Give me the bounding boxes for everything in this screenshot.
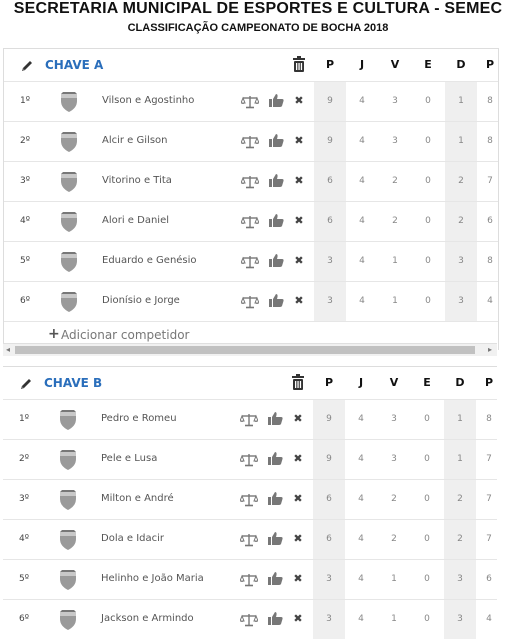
stat-cell: 0 [425, 136, 431, 146]
stat-cell: 8 [487, 96, 493, 106]
table-row [3, 479, 497, 519]
stat-cell: 3 [326, 574, 332, 584]
stat-cell: 6 [326, 534, 332, 544]
stat-cell: 0 [424, 454, 430, 464]
stat-cell: 4 [358, 614, 364, 624]
column-header: J [359, 58, 365, 71]
stat-cell: 6 [326, 494, 332, 504]
stat-cell: 0 [424, 534, 430, 544]
shield-icon [58, 569, 78, 591]
column-header: V [389, 376, 399, 389]
stat-cell: 9 [327, 96, 333, 106]
stat-cell: 9 [326, 454, 332, 464]
shield-icon [59, 291, 79, 313]
stat-cell: 2 [391, 534, 397, 544]
stat-cell: 0 [425, 256, 431, 266]
stat-cell: 1 [457, 414, 463, 424]
stat-cell: 7 [487, 176, 493, 186]
table-row [3, 559, 497, 599]
stat-cell: 1 [392, 256, 398, 266]
stat-cell: 0 [424, 494, 430, 504]
thumbs-up-icon[interactable] [268, 491, 283, 506]
stat-cell: 6 [486, 574, 492, 584]
table-row [3, 399, 497, 439]
stat-cell: 2 [458, 216, 464, 226]
stat-cell: 2 [392, 216, 398, 226]
close-icon[interactable]: ✖ [293, 572, 303, 585]
shield-icon [59, 171, 79, 193]
position-label: 5º [19, 574, 29, 584]
stat-cell: 4 [359, 216, 365, 226]
close-icon[interactable]: ✖ [294, 94, 304, 107]
stat-cell: 1 [458, 96, 464, 106]
position-label: 1º [19, 414, 29, 424]
close-icon[interactable]: ✖ [293, 612, 303, 625]
trash-icon[interactable] [292, 56, 306, 72]
column-header: D [455, 376, 465, 389]
column-header: P [484, 376, 494, 389]
page-title: SECRETARIA MUNICIPAL DE ESPORTES E CULTURA - SEMEC [13, 0, 503, 17]
column-header: P [325, 58, 335, 71]
pencil-icon[interactable] [19, 376, 33, 390]
position-label: 3º [20, 176, 30, 186]
group-name: CHAVE A [45, 58, 104, 72]
stat-cell: 2 [457, 494, 463, 504]
stat-cell: 6 [327, 176, 333, 186]
plus-icon[interactable]: + [48, 326, 60, 342]
stat-cell: 2 [391, 494, 397, 504]
stat-cell: 4 [486, 614, 492, 624]
close-icon[interactable]: ✖ [294, 294, 304, 307]
stat-cell: 1 [457, 454, 463, 464]
stat-cell: 0 [425, 96, 431, 106]
competitor-name[interactable]: Helinho e João Maria [101, 573, 204, 584]
close-icon[interactable]: ✖ [294, 254, 304, 267]
stat-cell: 0 [425, 216, 431, 226]
thumbs-up-icon[interactable] [269, 133, 284, 148]
column-header: J [358, 376, 364, 389]
position-label: 6º [20, 296, 30, 306]
close-icon[interactable]: ✖ [293, 412, 303, 425]
balance-scale-icon[interactable] [241, 254, 259, 268]
shield-icon [58, 489, 78, 511]
group-chave-b [3, 366, 497, 639]
shield-icon [59, 91, 79, 113]
stat-cell: 7 [486, 454, 492, 464]
stat-cell: 4 [359, 256, 365, 266]
thumbs-up-icon[interactable] [268, 451, 283, 466]
stat-cell: 3 [391, 454, 397, 464]
column-header: E [423, 376, 431, 389]
column-header: E [424, 58, 432, 71]
stat-cell: 3 [327, 296, 333, 306]
table-row [4, 241, 498, 281]
stat-cell: 2 [392, 176, 398, 186]
thumbs-up-icon[interactable] [269, 253, 284, 268]
stat-cell: 3 [327, 256, 333, 266]
shield-icon [59, 211, 79, 233]
balance-scale-icon[interactable] [240, 412, 258, 426]
stat-cell: 3 [457, 574, 463, 584]
stat-cell: 7 [486, 494, 492, 504]
balance-scale-icon[interactable] [241, 174, 259, 188]
stat-cell: 8 [487, 136, 493, 146]
stat-cell: 0 [424, 574, 430, 584]
competitor-name[interactable]: Alcir e Gilson [102, 135, 168, 146]
group-chave-a [3, 48, 499, 350]
column-header: V [390, 58, 400, 71]
shield-icon [58, 529, 78, 551]
stat-cell: 1 [392, 296, 398, 306]
shield-icon [59, 131, 79, 153]
scroll-left-arrow-icon[interactable]: ◂ [6, 345, 11, 354]
shield-icon [58, 609, 78, 631]
close-icon[interactable]: ✖ [294, 214, 304, 227]
competitor-name[interactable]: Jackson e Armindo [101, 613, 194, 624]
stat-cell: 1 [391, 614, 397, 624]
stat-cell: 8 [486, 414, 492, 424]
stat-cell: 6 [327, 216, 333, 226]
position-label: 4º [19, 534, 29, 544]
shield-icon [58, 409, 78, 431]
group-header [4, 49, 498, 81]
competitor-name[interactable]: Dola e Idacir [101, 533, 165, 544]
shield-icon [58, 449, 78, 471]
shield-icon [59, 251, 79, 273]
group-header [3, 367, 497, 399]
balance-scale-icon[interactable] [240, 452, 258, 466]
stat-cell: 3 [458, 296, 464, 306]
table-row [3, 599, 497, 639]
stat-cell: 4 [358, 414, 364, 424]
stat-cell: 1 [391, 574, 397, 584]
position-label: 6º [19, 614, 29, 624]
table-row [4, 81, 498, 121]
position-label: 2º [19, 454, 29, 464]
stat-cell: 3 [326, 614, 332, 624]
balance-scale-icon[interactable] [241, 214, 259, 228]
add-competitor-label[interactable]: Adicionar competidor [61, 328, 190, 342]
close-icon[interactable]: ✖ [294, 134, 304, 147]
position-label: 1º [20, 96, 30, 106]
thumbs-up-icon[interactable] [269, 173, 284, 188]
table-row [4, 281, 498, 321]
close-icon[interactable]: ✖ [294, 174, 304, 187]
stat-cell: 2 [458, 176, 464, 186]
stat-cell: 3 [457, 614, 463, 624]
stat-cell: 3 [391, 414, 397, 424]
competitor-name[interactable]: Pedro e Romeu [101, 413, 177, 424]
balance-scale-icon[interactable] [240, 612, 258, 626]
competitor-name[interactable]: Alori e Daniel [102, 215, 170, 226]
stat-cell: 9 [327, 136, 333, 146]
table-row [3, 519, 497, 559]
position-label: 3º [19, 494, 29, 504]
stat-cell: 7 [486, 534, 492, 544]
trash-icon[interactable] [291, 374, 305, 390]
table-row [4, 121, 498, 161]
balance-scale-icon[interactable] [241, 294, 259, 308]
balance-scale-icon[interactable] [241, 134, 259, 148]
thumbs-up-icon[interactable] [268, 531, 283, 546]
pencil-icon[interactable] [20, 58, 34, 72]
scroll-right-arrow-icon[interactable]: ▸ [487, 345, 492, 354]
stat-cell: 4 [358, 494, 364, 504]
competitor-name[interactable]: Vitorino e Tita [102, 175, 172, 186]
stat-cell: 4 [358, 454, 364, 464]
stat-cell: 4 [358, 534, 364, 544]
stat-cell: 4 [359, 176, 365, 186]
close-icon[interactable]: ✖ [293, 452, 303, 465]
thumbs-up-icon[interactable] [269, 213, 284, 228]
competitor-name[interactable]: Eduardo e Genésio [102, 255, 197, 266]
column-header: P [485, 58, 495, 71]
stat-cell: 0 [425, 176, 431, 186]
balance-scale-icon[interactable] [240, 532, 258, 546]
scrollbar-thumb[interactable] [15, 346, 475, 354]
close-icon[interactable]: ✖ [293, 532, 303, 545]
stat-cell: 4 [359, 136, 365, 146]
horizontal-scrollbar[interactable] [3, 343, 497, 356]
stat-cell: 0 [424, 614, 430, 624]
balance-scale-icon[interactable] [240, 492, 258, 506]
column-header: D [456, 58, 466, 71]
competitor-name[interactable]: Pele e Lusa [101, 453, 158, 464]
table-row [3, 439, 497, 479]
position-label: 4º [20, 216, 30, 226]
competitor-name[interactable]: Dionísio e Jorge [102, 295, 180, 306]
close-icon[interactable]: ✖ [293, 492, 303, 505]
stat-cell: 3 [392, 136, 398, 146]
stat-cell: 1 [458, 136, 464, 146]
position-label: 5º [20, 256, 30, 266]
stat-cell: 9 [326, 414, 332, 424]
thumbs-up-icon[interactable] [268, 411, 283, 426]
thumbs-up-icon[interactable] [268, 611, 283, 626]
table-row [4, 161, 498, 201]
stat-cell: 4 [358, 574, 364, 584]
stat-cell: 6 [487, 216, 493, 226]
stat-cell: 3 [392, 96, 398, 106]
group-name: CHAVE B [44, 376, 103, 390]
page-subtitle: CLASSIFICAÇÃO CAMPEONATO DE BOCHA 2018 [127, 22, 389, 34]
position-label: 2º [20, 136, 30, 146]
stat-cell: 8 [487, 256, 493, 266]
stat-cell: 4 [359, 296, 365, 306]
thumbs-up-icon[interactable] [269, 293, 284, 308]
competitor-name[interactable]: Vilson e Agostinho [102, 95, 195, 106]
stat-cell: 0 [424, 414, 430, 424]
stat-cell: 4 [487, 296, 493, 306]
column-header: P [324, 376, 334, 389]
thumbs-up-icon[interactable] [268, 571, 283, 586]
stat-cell: 4 [359, 96, 365, 106]
thumbs-up-icon[interactable] [269, 93, 284, 108]
competitor-name[interactable]: Milton e André [101, 493, 174, 504]
balance-scale-icon[interactable] [241, 94, 259, 108]
stat-cell: 3 [458, 256, 464, 266]
stat-cell: 0 [425, 296, 431, 306]
stat-cell: 2 [457, 534, 463, 544]
table-row [4, 201, 498, 241]
balance-scale-icon[interactable] [240, 572, 258, 586]
